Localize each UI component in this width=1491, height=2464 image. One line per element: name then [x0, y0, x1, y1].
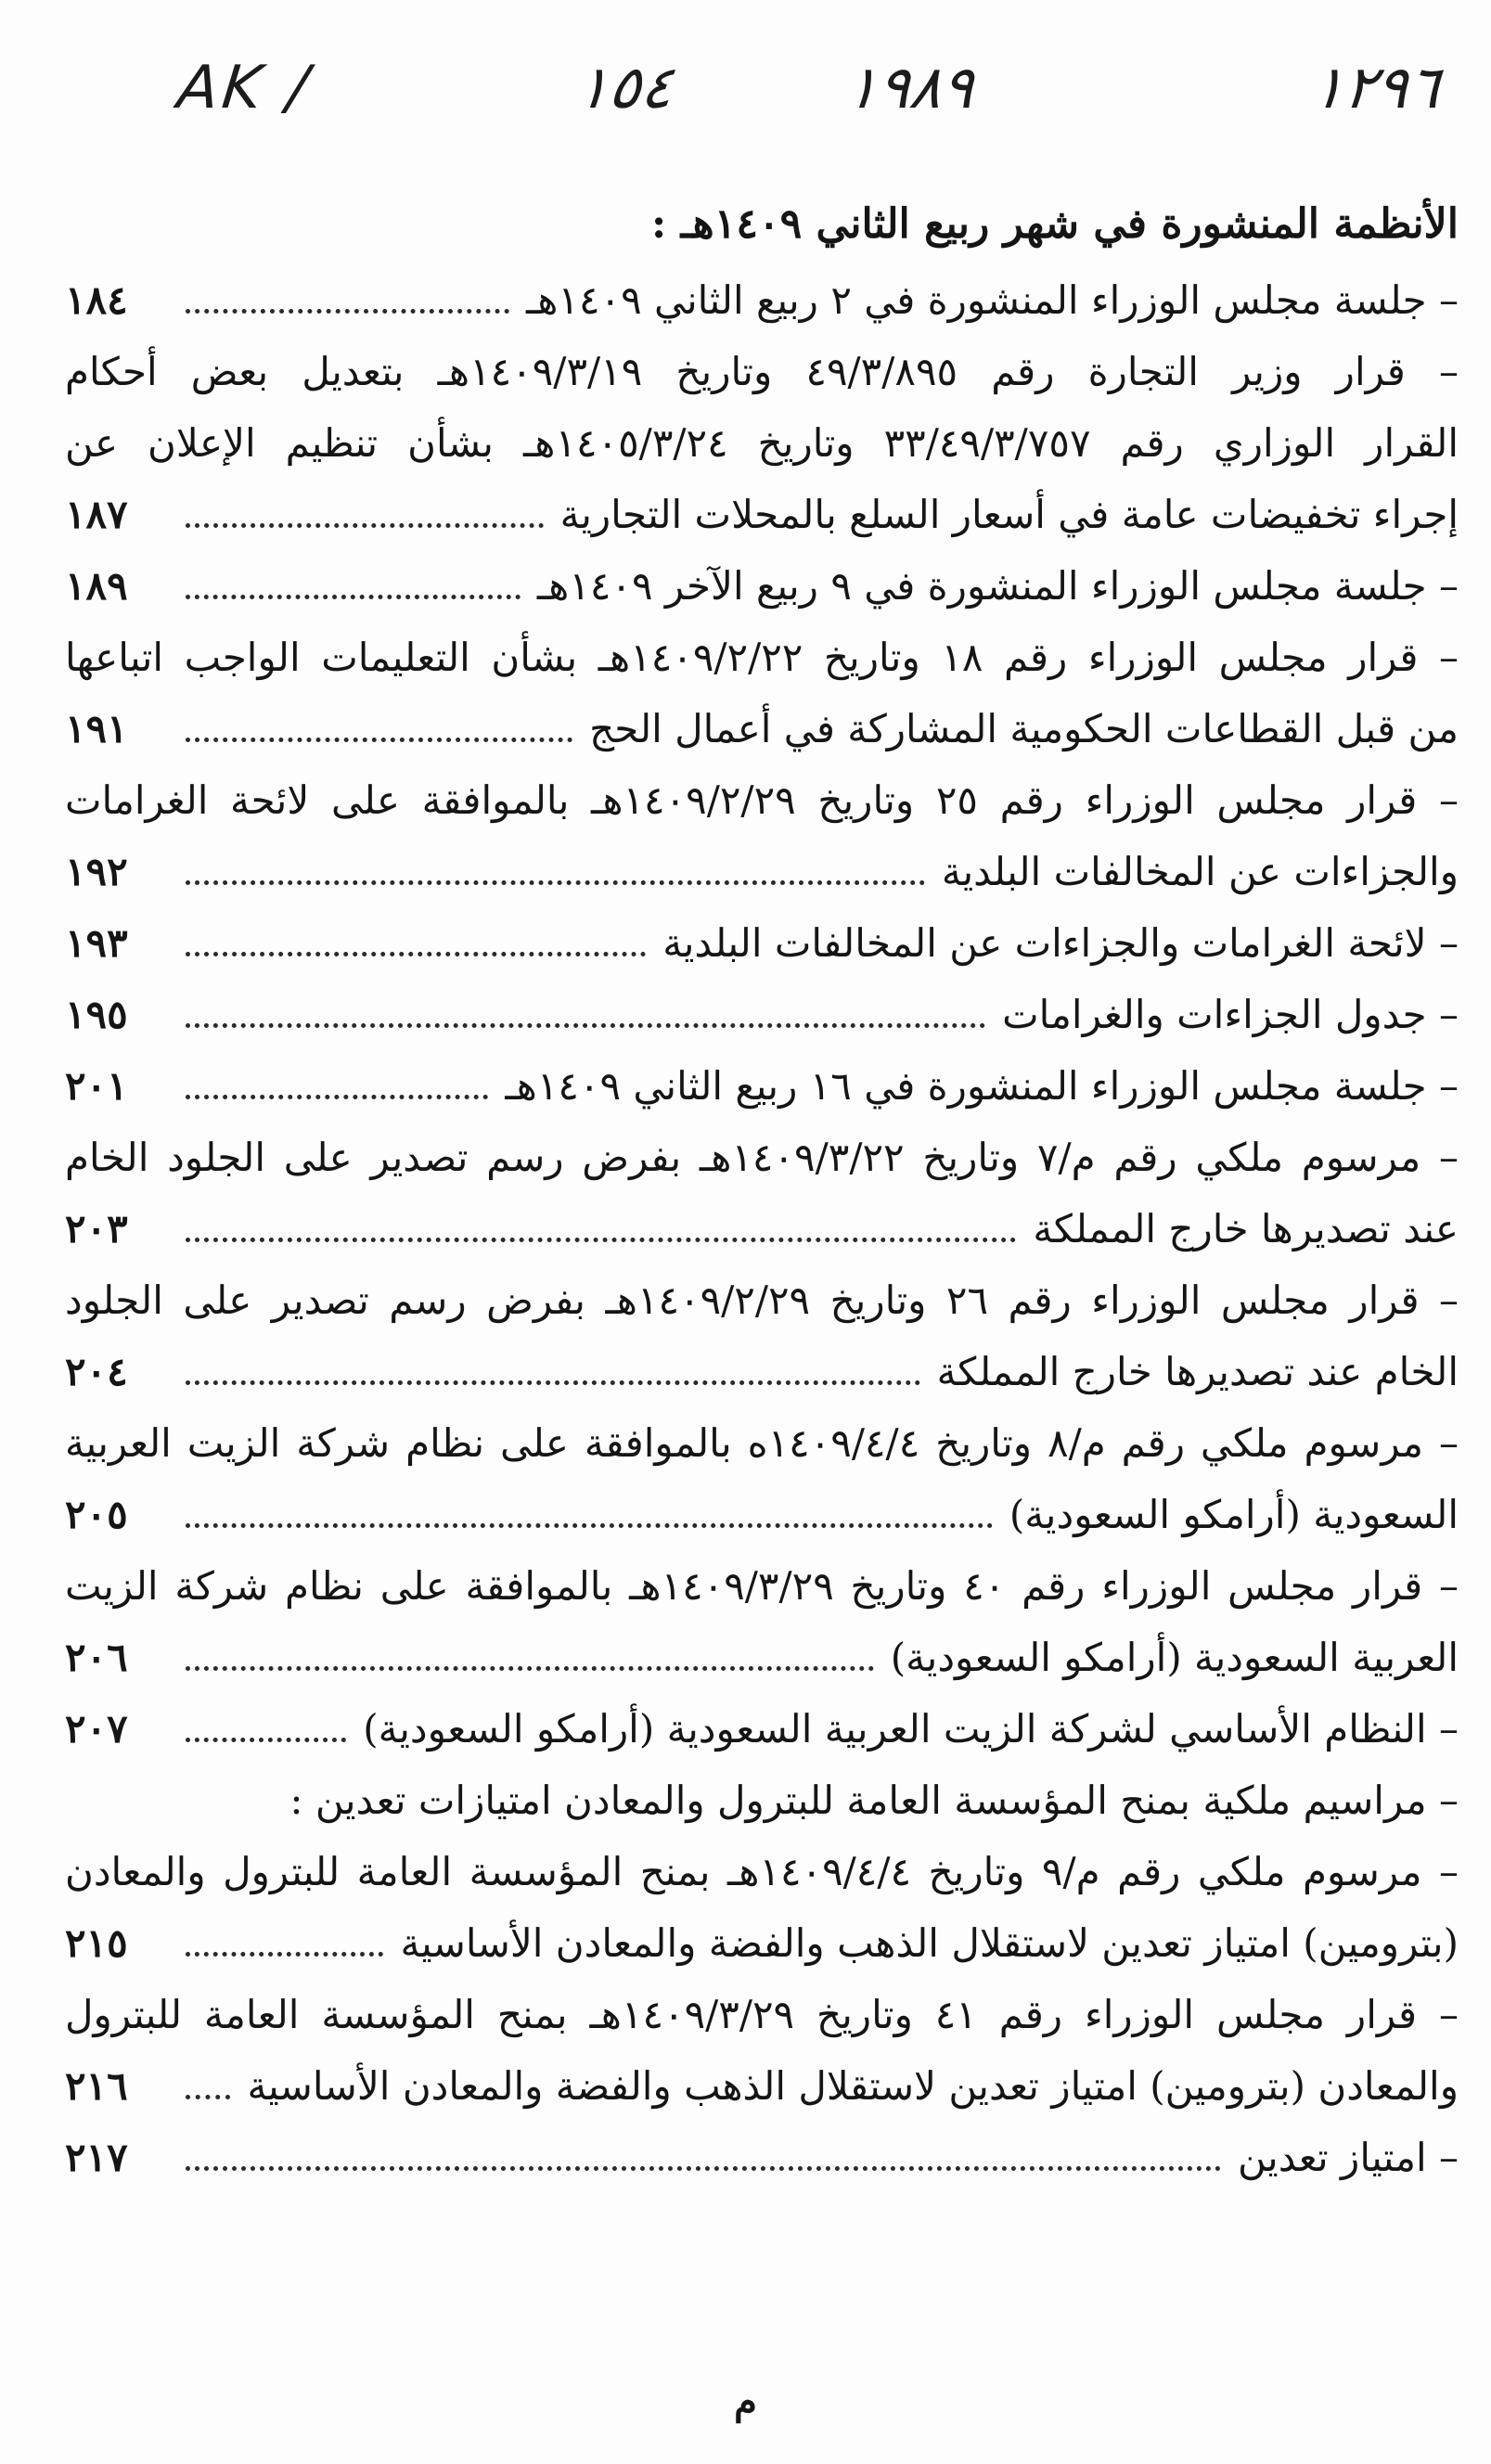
toc-entry-line: [65, 907, 1459, 979]
dot-leader: [186, 880, 925, 885]
toc-page-number: [65, 2050, 176, 2122]
toc-entry: [65, 1550, 1459, 1693]
toc-page-number: [65, 550, 176, 622]
toc-entry-text: – جلسة مجلس الوزراء المنشورة في ٢ ربيع الثاني ١٤٠٩هـ: [525, 277, 1459, 323]
dot-leader: [186, 1952, 383, 1957]
toc-entry: [65, 764, 1459, 907]
toc-entry-line: [65, 979, 1459, 1050]
toc-entry-text: والمعادن (بترومين) امتياز تعدين لاستقلال الذهب والفضة والمعادن الأساسية: [247, 2063, 1459, 2109]
toc-page-number-text: ١٩٢: [65, 849, 128, 894]
toc-entry-text: الخام عند تصديرها خارج المملكة: [936, 1349, 1459, 1394]
toc-entry-text: – قرار وزير التجارة رقم ٤٩/٣/٨٩٥ وتاريخ ١٤٠٩/٣/١٩هـ بتعديل بعض أحكام: [65, 349, 1459, 394]
dot-leader: [186, 1666, 874, 1671]
dot-leader: [186, 2095, 230, 2099]
toc-entry-line: [65, 2050, 1459, 2122]
dot-leader: [186, 1095, 488, 1099]
toc-entry-line: [65, 1907, 1459, 1979]
toc-page-number: [65, 1336, 176, 1407]
toc-entry-text: القرار الوزاري رقم ٣٣/٤٩/٣/٧٥٧ وتاريخ ١٤٠٥/٣/٢٤هـ بشأن تنظيم الإعلان عن: [65, 420, 1459, 466]
toc-page-number-text: ١٩١: [65, 706, 128, 751]
toc-entry: [65, 264, 1459, 336]
toc-page-number-text: ٢٠٤: [65, 1349, 128, 1394]
handwritten-code: AK /: [174, 54, 315, 122]
toc-page-number-text: ٢٠١: [65, 1063, 128, 1109]
toc-page-number: [65, 1193, 176, 1264]
toc-entry-line: [65, 479, 1459, 550]
dot-leader: [186, 1238, 1016, 1242]
toc-entry: [65, 1979, 1459, 2122]
toc-page-number: [65, 1693, 176, 1765]
toc-entry-text: – مرسوم ملكي رقم م/٧ وتاريخ ١٤٠٩/٣/٢٢هـ بفرض رسم تصدير على الجلود الخام: [65, 1135, 1459, 1180]
dot-leader: [186, 952, 646, 956]
toc-entry-text: – مرسوم ملكي رقم م/٨ وتاريخ ١٤٠٩/٤/٤ه بالموافقة على نظام شركة الزيت العربية: [65, 1420, 1459, 1466]
toc-entry-text: إجراء تخفيضات عامة في أسعار السلع بالمحلات التجارية: [559, 492, 1459, 537]
table-of-contents: [65, 264, 1459, 2193]
toc-page-number-text: ١٨٧: [65, 492, 128, 537]
toc-entry-line: [65, 764, 1459, 836]
toc-entry-line: [65, 1979, 1459, 2050]
toc-page-number: [65, 1622, 176, 1693]
toc-page-number-text: ١٩٣: [65, 920, 128, 966]
toc-entry-line: [65, 1836, 1459, 1907]
toc-entry-line: [65, 1765, 1459, 1836]
toc-entry: [65, 550, 1459, 622]
toc-entry-text: – امتياز تعدين: [1238, 2135, 1459, 2180]
toc-page-number-text: ٢١٥: [65, 1920, 128, 1966]
toc-page-number-text: ١٨٤: [65, 277, 128, 323]
toc-entry-line: [65, 693, 1459, 764]
toc-entry-line: [65, 1622, 1459, 1693]
toc-entry-text: – مراسيم ملكية بمنح المؤسسة العامة للبترول والمعادن امتيازات تعدين :: [289, 1777, 1459, 1823]
toc-entry: [65, 1407, 1459, 1550]
toc-entry-line: [65, 1407, 1459, 1479]
toc-page-number: [65, 2122, 176, 2193]
toc-entry-text: (بترومين) امتياز تعدين لاستقلال الذهب والفضة والمعادن الأساسية: [400, 1920, 1459, 1966]
dot-leader: [186, 2166, 1221, 2171]
toc-entry-text: عند تصديرها خارج المملكة: [1033, 1206, 1459, 1251]
toc-entry: [65, 2122, 1459, 2193]
dot-leader: [186, 1523, 993, 1528]
toc-page-number: [65, 693, 176, 764]
toc-entry-line: [65, 622, 1459, 693]
toc-entry-text: – النظام الأساسي لشركة الزيت العربية السعودية (أرامكو السعودية): [363, 1706, 1459, 1752]
toc-page-number: [65, 907, 176, 979]
toc-entry-line: [65, 1550, 1459, 1622]
toc-page-number: [65, 479, 176, 550]
toc-entry-line: [65, 1479, 1459, 1550]
dot-leader: [186, 309, 509, 314]
toc-entry-line: [65, 1050, 1459, 1122]
toc-entry-line: [65, 836, 1459, 907]
toc-entry-text: – قرار مجلس الوزراء رقم ٤١ وتاريخ ١٤٠٩/٣/٢٩هـ بمنح المؤسسة العامة للبترول: [65, 1992, 1459, 2037]
toc-page-number-text: ١٩٥: [65, 992, 128, 1037]
toc-entry: [65, 1765, 1459, 1836]
toc-entry-text: – جدول الجزاءات والغرامات: [1002, 992, 1459, 1037]
toc-page-number-text: ١٨٩: [65, 563, 128, 609]
dot-leader: [186, 1738, 346, 1742]
toc-page-number: [65, 979, 176, 1050]
toc-entry-text: – قرار مجلس الوزراء رقم ٢٦ وتاريخ ١٤٠٩/٢/٢٩هـ بفرض رسم تصدير على الجلود: [65, 1277, 1459, 1323]
toc-entry-text: – قرار مجلس الوزراء رقم ٢٥ وتاريخ ١٤٠٩/٢/٢٩هـ بالموافقة على لائحة الغرامات: [65, 777, 1459, 823]
toc-entry: [65, 979, 1459, 1050]
toc-entry-line: [65, 1193, 1459, 1264]
toc-entry-line: [65, 407, 1459, 479]
toc-page-number: [65, 1479, 176, 1550]
toc-page-number-text: ٢١٦: [65, 2063, 128, 2109]
toc-page-number-text: ٢١٧: [65, 2135, 128, 2180]
toc-entry-text: – لائحة الغرامات والجزاءات عن المخالفات البلدية: [662, 920, 1459, 966]
toc-entry: [65, 622, 1459, 764]
dot-leader: [186, 523, 544, 528]
toc-entry-line: [65, 1264, 1459, 1336]
handwritten-year: ١٩٨٩: [842, 54, 978, 122]
toc-page-number-text: ٢٠٣: [65, 1206, 128, 1251]
toc-entry: [65, 336, 1459, 550]
toc-entry-text: العربية السعودية (أرامكو السعودية): [890, 1635, 1459, 1680]
toc-entry-text: – جلسة مجلس الوزراء المنشورة في ٩ ربيع الآخر ١٤٠٩هـ: [536, 563, 1459, 609]
toc-entry-line: [65, 1122, 1459, 1193]
dot-leader: [186, 1380, 920, 1385]
toc-entry-line: [65, 336, 1459, 407]
toc-entry-text: – جلسة مجلس الوزراء المنشورة في ١٦ ربيع الثاني ١٤٠٩هـ: [505, 1063, 1459, 1109]
toc-entry-text: – مرسوم ملكي رقم م/٩ وتاريخ ١٤٠٩/٤/٤هـ بمنح المؤسسة العامة للبترول والمعادن: [65, 1849, 1459, 1894]
toc-entry-text: والجزاءات عن المخالفات البلدية: [941, 849, 1459, 894]
toc-entry: [65, 1122, 1459, 1264]
toc-entry: [65, 1264, 1459, 1407]
toc-entry: [65, 1836, 1459, 1979]
toc-entry-line: [65, 2122, 1459, 2193]
toc-page-number-text: ٢٠٦: [65, 1635, 128, 1680]
toc-entry: [65, 907, 1459, 979]
toc-entry-text: – قرار مجلس الوزراء رقم ١٨ وتاريخ ١٤٠٩/٢/٢٢هـ بشأن التعليمات الواجب اتباعها: [65, 635, 1459, 680]
toc-entry-text: – قرار مجلس الوزراء رقم ٤٠ وتاريخ ١٤٠٩/٣/٢٩هـ بالموافقة على نظام شركة الزيت: [65, 1563, 1459, 1609]
handwritten-hijri-year: ١٢٩٦: [1308, 54, 1444, 122]
toc-page-number: [65, 264, 176, 336]
toc-page-number-text: ٢٠٥: [65, 1492, 128, 1537]
section-heading: الأنظمة المنشورة في شهر ربيع الثاني ١٤٠٩هـ :: [651, 200, 1459, 248]
handwritten-number: ١٥٤: [573, 54, 676, 122]
toc-entry-text: السعودية (أرامكو السعودية): [1009, 1492, 1459, 1537]
toc-page-number-text: ٢٠٧: [65, 1706, 128, 1752]
toc-entry: [65, 1050, 1459, 1122]
dot-leader: [186, 738, 572, 742]
dot-leader: [186, 1023, 985, 1028]
toc-page-number: [65, 1050, 176, 1122]
toc-entry-line: [65, 550, 1459, 622]
toc-entry-line: [65, 1336, 1459, 1407]
toc-entry-line: [65, 1693, 1459, 1765]
toc-entry: [65, 1693, 1459, 1765]
toc-entry-line: [65, 264, 1459, 336]
toc-page-number: [65, 1907, 176, 1979]
page-number-footer: م: [734, 2380, 757, 2423]
handwritten-annotation: [171, 54, 1444, 156]
dot-leader: [186, 595, 521, 599]
toc-entry-text: من قبل القطاعات الحكومية المشاركة في أعمال الحج: [589, 706, 1459, 751]
toc-page-number: [65, 836, 176, 907]
